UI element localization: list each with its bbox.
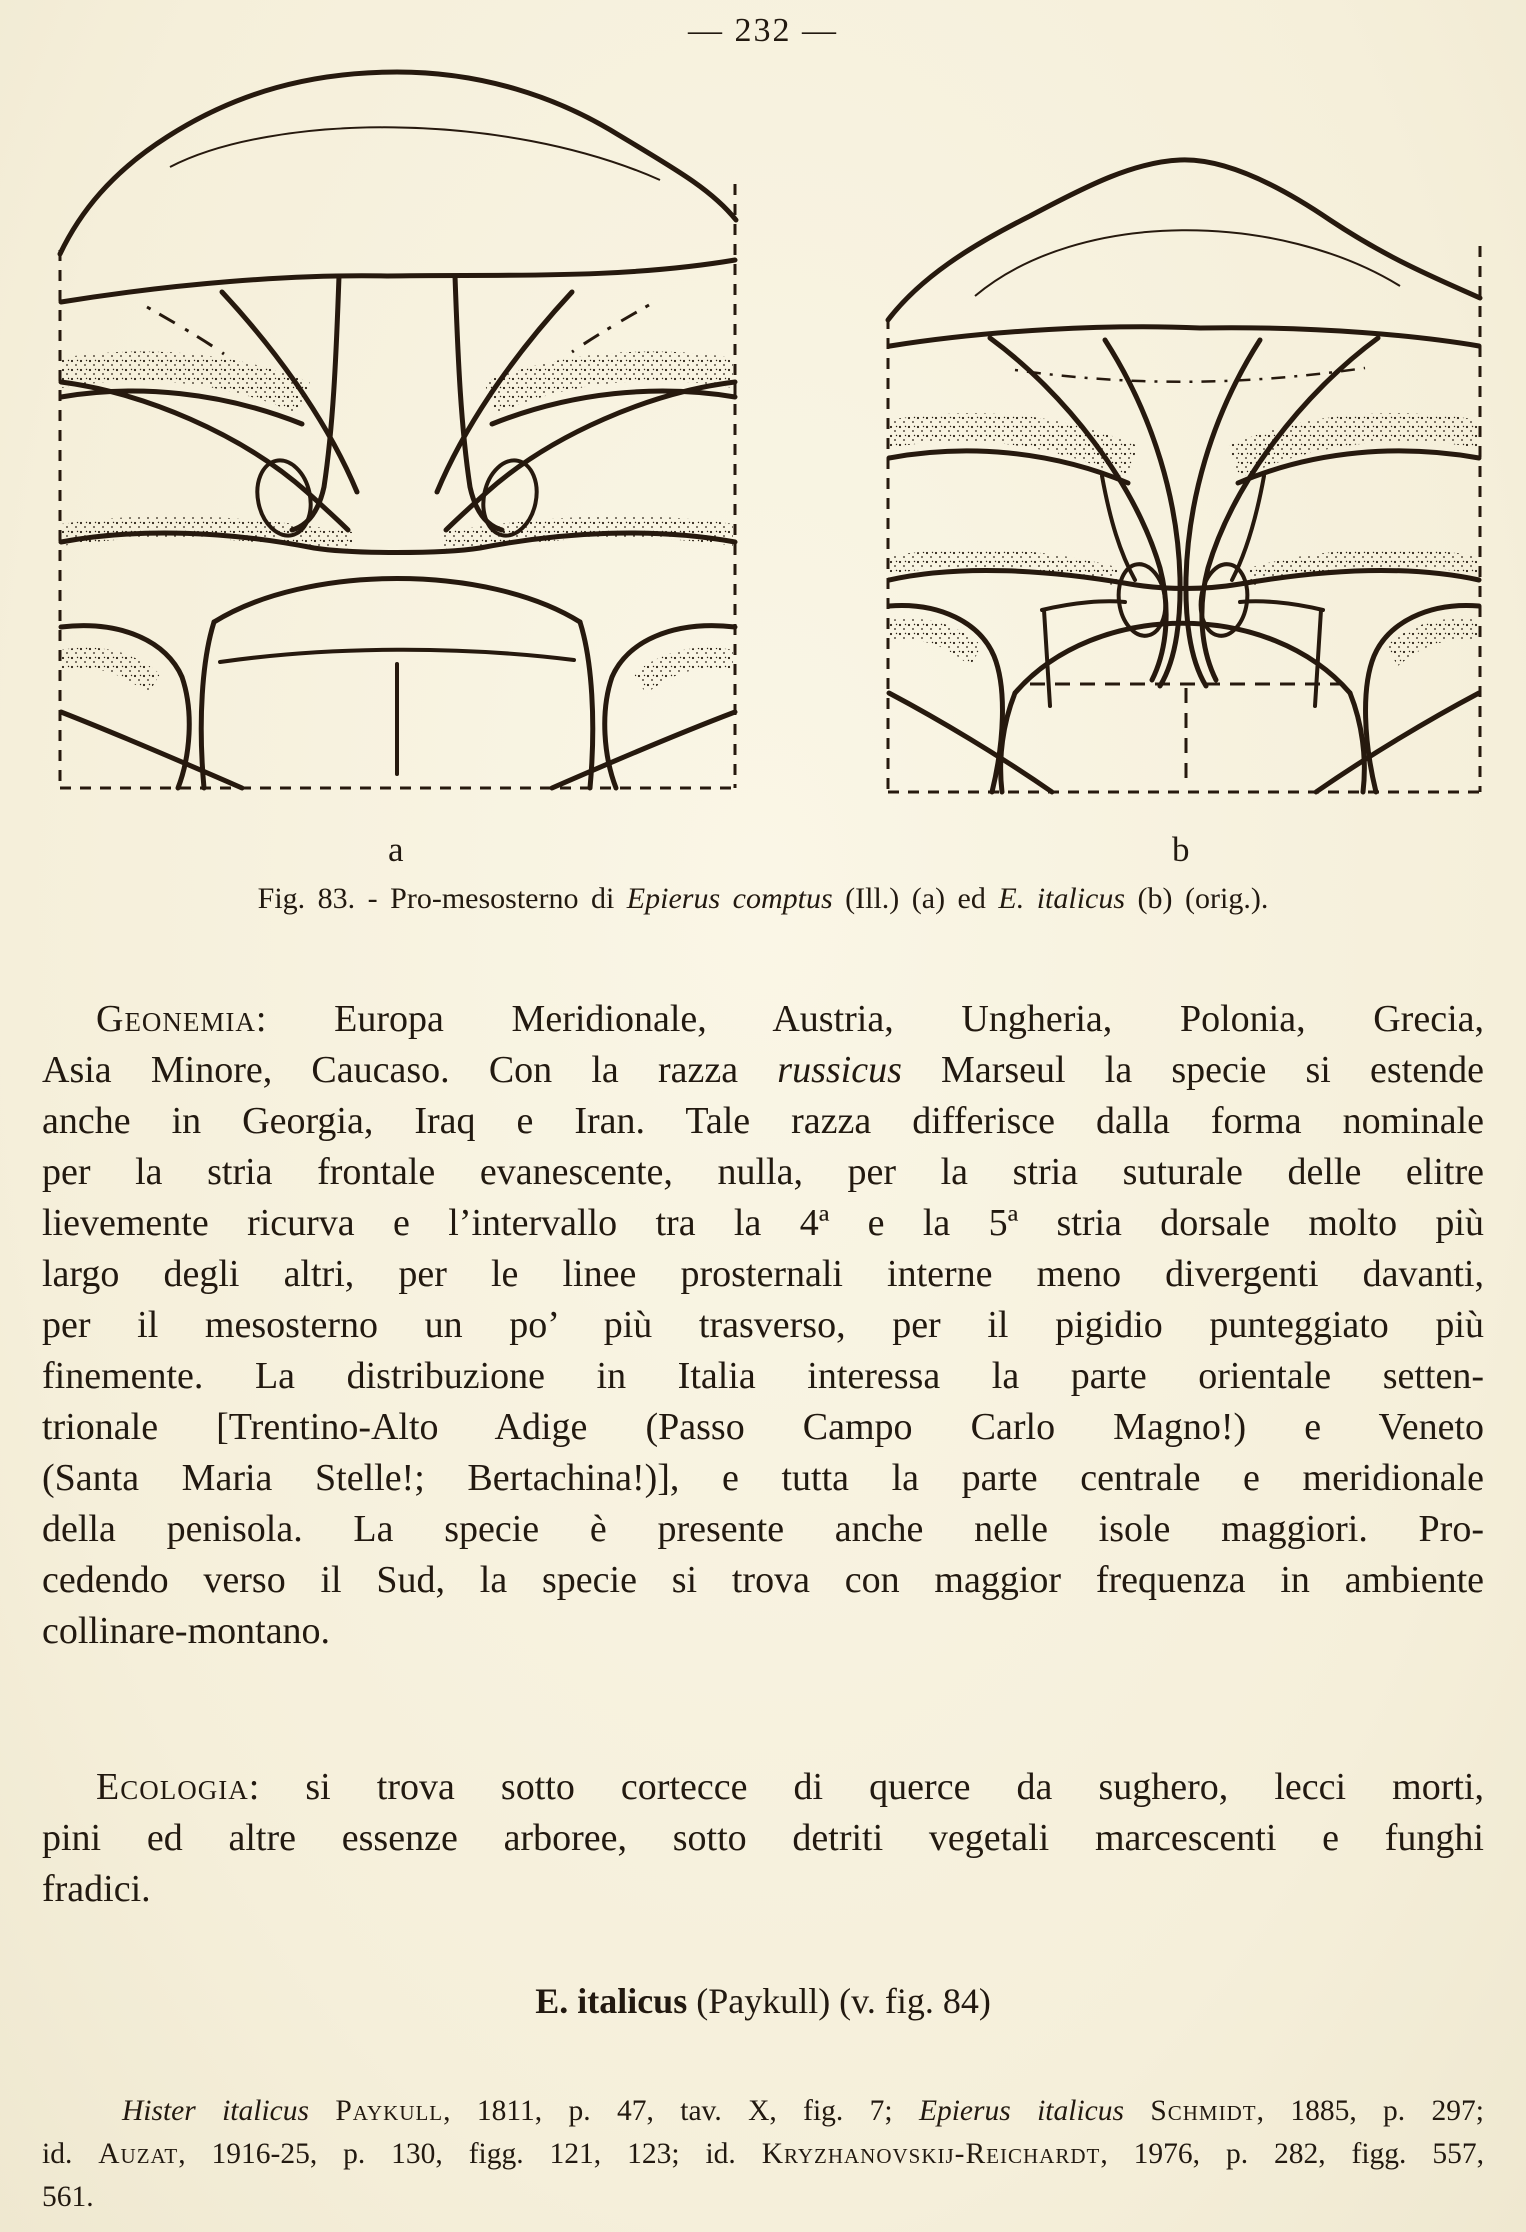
paragraph-ecologia <box>42 1762 1484 1915</box>
text-run: largo degli altri, per le linee prosternali interne meno divergenti davanti, <box>42 1253 1484 1295</box>
arch-side-left <box>201 622 214 788</box>
text-run: della penisola. La specie è presente anche nelle isole maggiori. Pro- <box>42 1508 1484 1550</box>
coxa-left-diagonal <box>889 693 1052 792</box>
text-line <box>42 1762 1484 1813</box>
text-line <box>42 1606 1484 1657</box>
coxa-right-diagonal <box>1316 693 1479 792</box>
figure-b-drawing <box>880 128 1488 800</box>
section-lead-geonemia: Geonemia <box>96 998 256 1040</box>
text-line <box>42 1813 1484 1864</box>
figure-caption <box>60 882 1466 916</box>
biblio-species: Epierus italicus <box>918 2095 1151 2127</box>
text-run: per il mesosterno un po’ più trasverso, per il pigidio punteggiato più <box>42 1304 1484 1346</box>
text-run: Asia Minore, Caucaso. Con la razza <box>42 1049 778 1091</box>
thin-inner-line <box>170 127 660 180</box>
bibliography <box>42 2090 1484 2219</box>
text-run: lievemente ricurva e l’intervallo tra la 4ª e la 5ª stria dorsale molto più <box>42 1202 1484 1244</box>
pronotum-hind-margin <box>890 327 1479 346</box>
text-run: 561. <box>42 2181 94 2213</box>
text-line <box>42 1864 1484 1915</box>
coxa-right-diagonal <box>552 712 735 788</box>
figure-label-b: b <box>1172 830 1190 869</box>
text-line <box>42 1453 1484 1504</box>
thin-inner-line <box>975 230 1400 296</box>
species-name: E. italicus <box>535 1981 688 2021</box>
bracket-left-side <box>1044 610 1050 706</box>
bracket-right-side <box>1315 610 1321 706</box>
text-line <box>42 1402 1484 1453</box>
caption-run: (b) (orig.). <box>1125 882 1269 915</box>
text-run: id. <box>42 2138 99 2170</box>
text-run: cedendo verso il Sud, la specie si trova con maggior frequenza in ambiente <box>42 1559 1484 1601</box>
figure-a-drawing <box>52 62 742 797</box>
text-run: Marseul la specie si estende <box>901 1049 1484 1091</box>
species-heading <box>0 1980 1526 2022</box>
paragraph-geonemia <box>42 994 1484 1657</box>
text-line <box>42 2133 1484 2176</box>
figure-label-a: a <box>388 830 404 869</box>
cell-line-right <box>1232 476 1264 580</box>
caption-species-name: Epierus comptus <box>626 882 833 915</box>
section-lead-ecologia: Ecologia <box>96 1766 249 1808</box>
mesosternum-transverse-line <box>220 650 574 662</box>
pronotum-dome <box>888 160 1480 320</box>
text-run: anche in Georgia, Iraq e Iran. Tale razza differisce dalla forma nominale <box>42 1100 1484 1142</box>
text-run: finemente. La distribuzione in Italia interessa la parte orientale setten- <box>42 1355 1484 1397</box>
coxa-left-diagonal <box>61 712 242 788</box>
pronotum-dome <box>60 72 736 254</box>
biblio-author: Kryzhanovskij-Reichardt <box>761 2138 1101 2170</box>
mesosternum-arch <box>214 579 580 623</box>
text-run: (Santa Maria Stelle!; Bertachina!)], e tutta la parte centrale e meridionale <box>42 1457 1484 1499</box>
main-outlines <box>888 160 1480 792</box>
caption-species-name: E. italicus <box>998 882 1126 915</box>
text-line <box>42 1096 1484 1147</box>
text-line <box>42 1045 1484 1096</box>
text-line <box>42 1555 1484 1606</box>
bracket-left-top <box>1042 601 1125 610</box>
funnel-right-lower <box>446 382 735 530</box>
text-run: fradici. <box>42 1868 151 1910</box>
text-line <box>42 1147 1484 1198</box>
interior-dash-dot-arc <box>1015 368 1365 382</box>
caption-run: Fig. 83. - Pro-mesosterno di <box>257 882 627 915</box>
biblio-author: Auzat <box>98 2138 179 2170</box>
text-line <box>42 1351 1484 1402</box>
arch-side-right <box>1350 693 1364 792</box>
cell-line-left <box>1102 476 1135 580</box>
text-run: , 1885, p. 297; <box>1256 2095 1484 2127</box>
text-line <box>42 2090 1484 2133</box>
text-run: trionale [Trentino-Alto Adige (Passo Campo Carlo Magno!) e Veneto <box>42 1406 1484 1448</box>
arch-side-right <box>580 622 593 788</box>
page-number: — 232 — <box>688 12 838 49</box>
text-run: per la stria frontale evanescente, nulla, per la stria suturale delle elitre <box>42 1151 1484 1193</box>
text-run: , 1976, p. 282, figg. 557, <box>1100 2138 1484 2170</box>
biblio-species: Hister italicus <box>122 2095 336 2127</box>
text-run-italic: russicus <box>777 1049 902 1091</box>
text-run: , 1916-25, p. 130, figg. 121, 123; id. <box>178 2138 762 2170</box>
secondary-outlines <box>220 455 574 774</box>
biblio-author: Schmidt <box>1150 2095 1257 2127</box>
heading-run: (Paykull) (v. fig. 84) <box>687 1981 991 2021</box>
stipple-bands <box>61 352 733 694</box>
biblio-author: Paykull <box>335 2095 444 2127</box>
funnel-left-lower <box>61 382 348 530</box>
text-line <box>42 1249 1484 1300</box>
text-run: collinare-montano. <box>42 1610 331 1652</box>
text-run: : si trova sotto cortecce di querce da sughero, lecci morti, <box>248 1766 1484 1808</box>
text-line <box>42 1504 1484 1555</box>
bracket-right-top <box>1240 601 1323 610</box>
text-line <box>42 1300 1484 1351</box>
text-run: : Europa Meridionale, Austria, Ungheria, Polonia, Grecia, <box>255 998 1484 1040</box>
pronotum-hind-margin <box>61 260 735 302</box>
text-line <box>42 1198 1484 1249</box>
text-line <box>42 994 1484 1045</box>
text-run: , 1811, p. 47, tav. X, fig. 7; <box>443 2095 919 2127</box>
caption-run: (Ill.) (a) ed <box>832 882 999 915</box>
text-line <box>42 2176 1484 2219</box>
dash-dot-lines <box>147 305 649 354</box>
text-run: pini ed altre essenze arboree, sotto detriti vegetali marcescenti e funghi <box>42 1817 1484 1859</box>
